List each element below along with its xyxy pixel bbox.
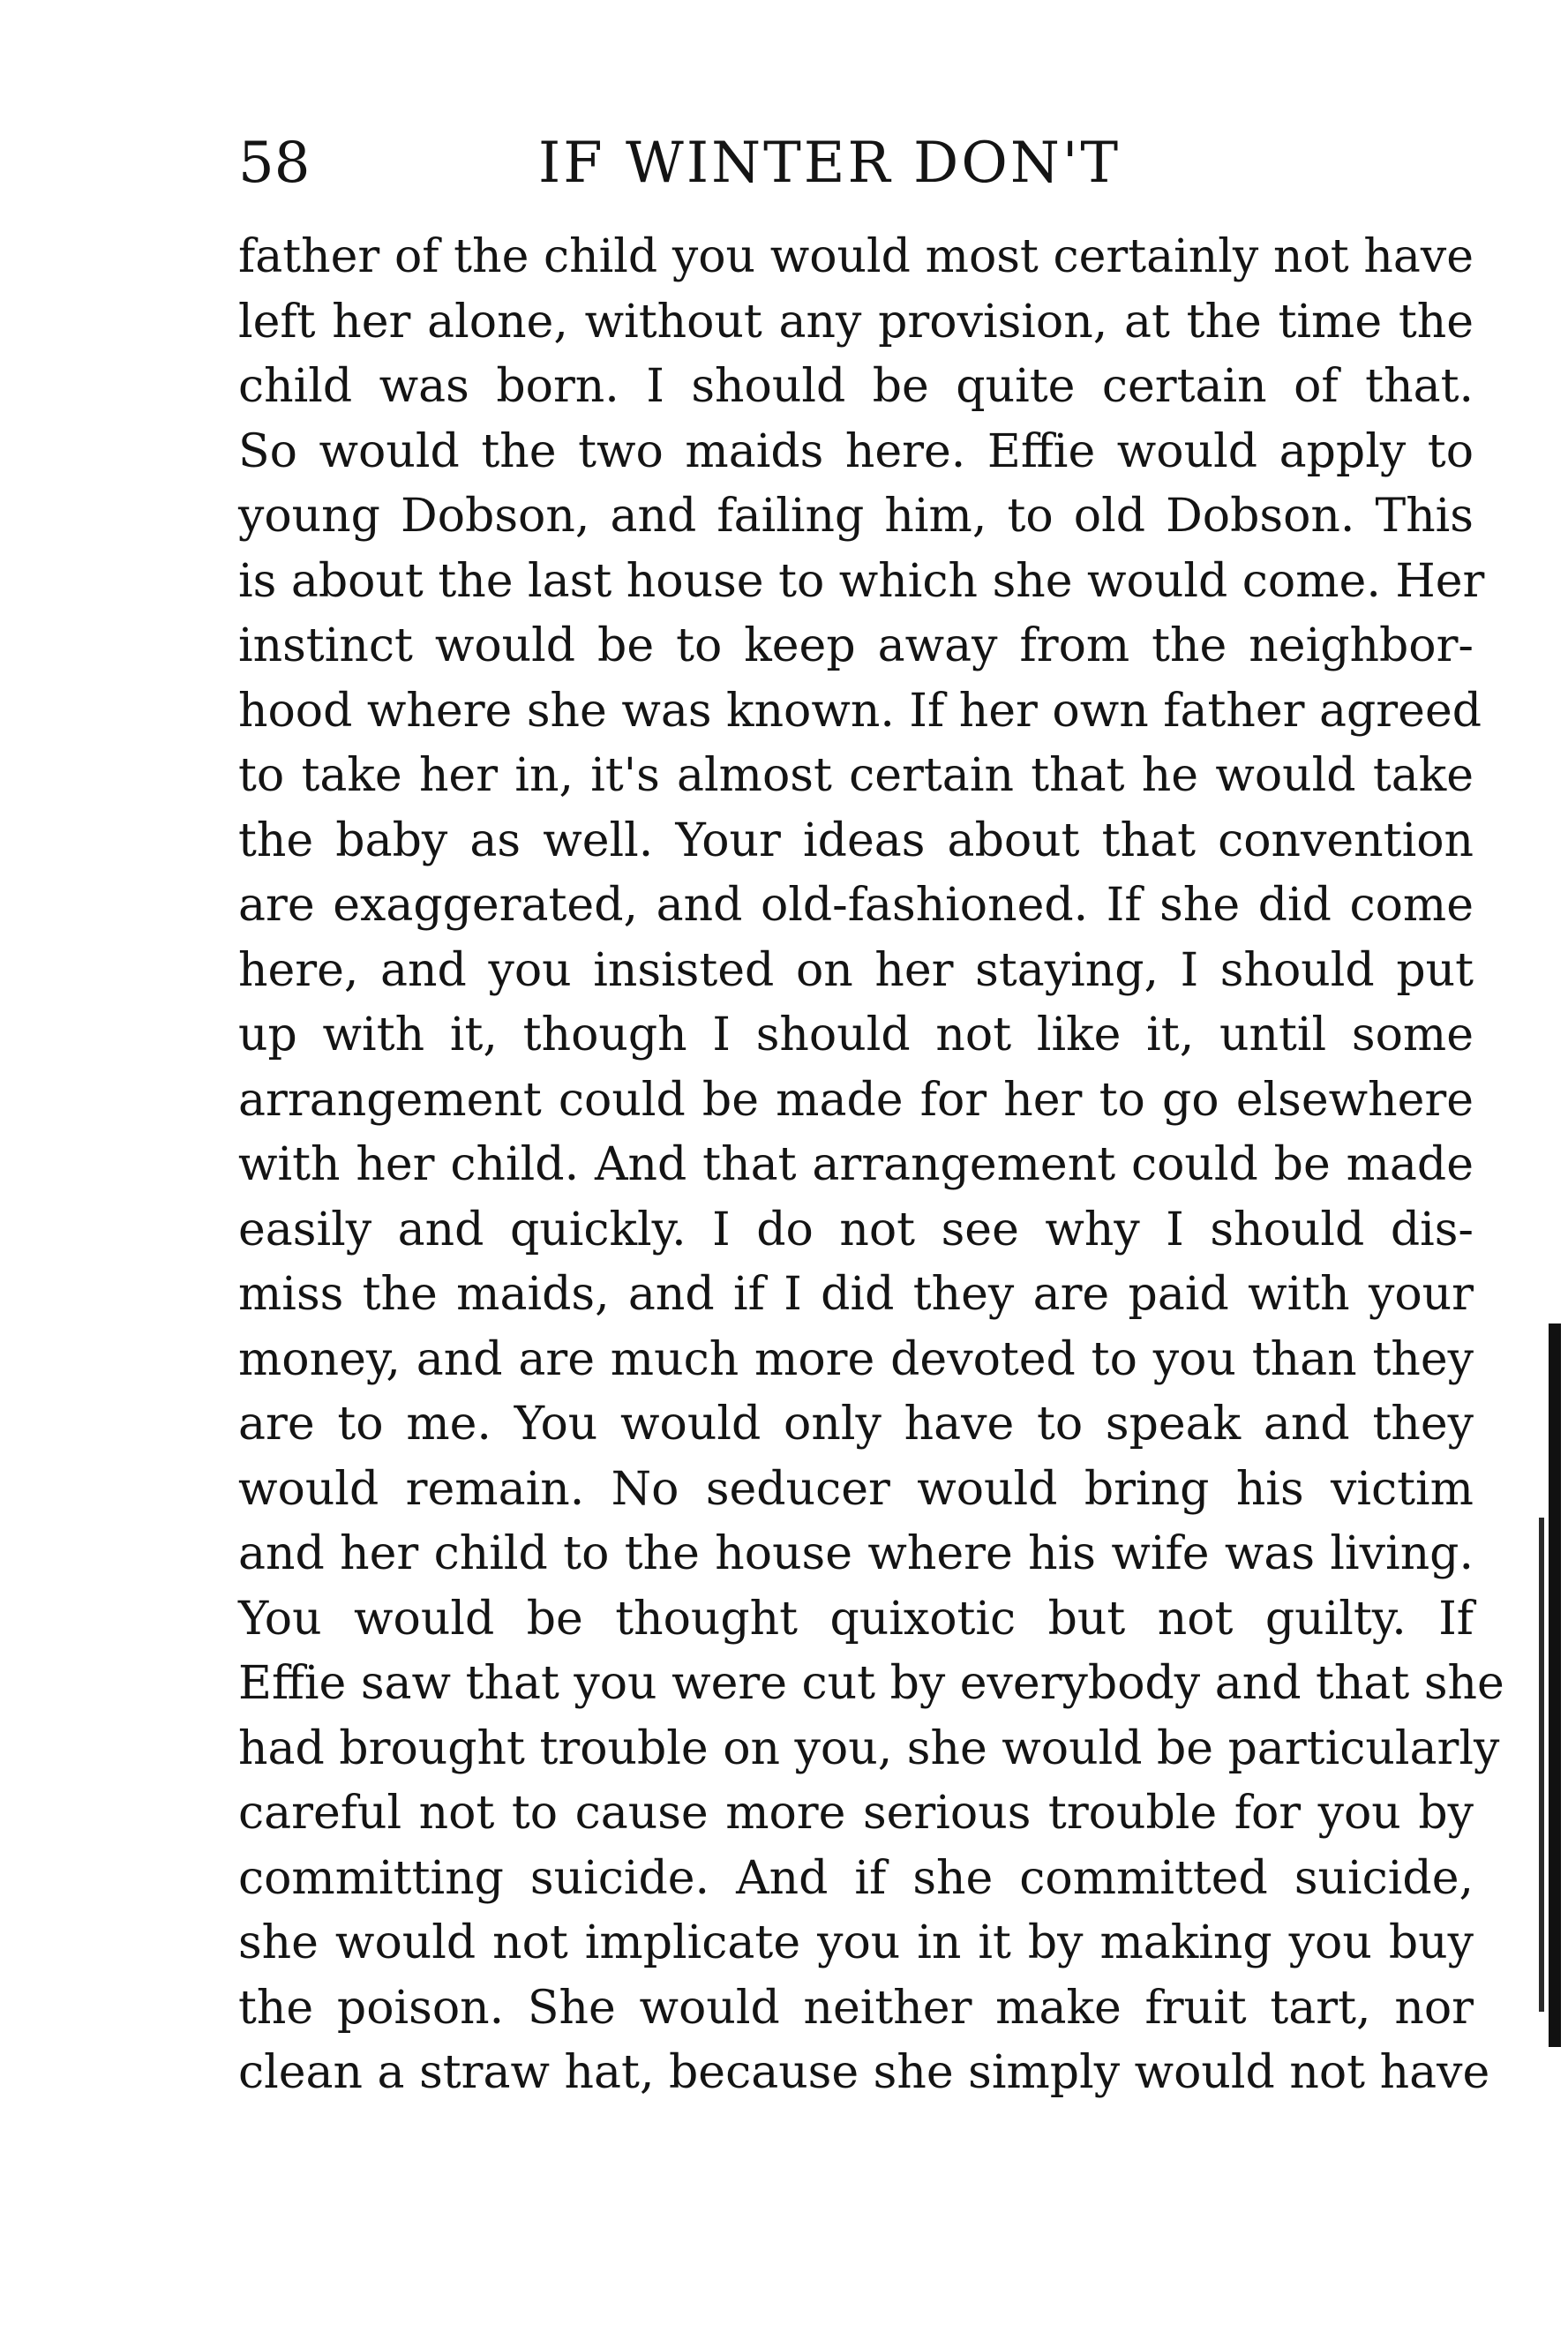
- body-text: [238, 225, 1504, 2106]
- text-line: arrangement could be made for her to go elsewhere: [238, 1073, 1474, 1127]
- text-line: to take her in, it's almost certain that he would take: [238, 749, 1474, 802]
- text-line: is about the last house to which she would come. Her: [238, 554, 1485, 608]
- text-line: careful not to cause more serious trouble for you by: [238, 1787, 1474, 1840]
- text-line: money, and are much more devoted to you than they: [238, 1332, 1474, 1386]
- text-line: up with it, though I should not like it, until some: [238, 1009, 1474, 1061]
- text-line: clean a straw hat, because she simply would not have: [238, 2046, 1490, 2099]
- text-line: the baby as well. Your ideas about that convention: [238, 814, 1474, 867]
- text-line: and her child to the house where his wife was living.: [238, 1527, 1474, 1580]
- binding-shadow: [1549, 1323, 1561, 2047]
- text-line: So would the two maids here. Effie would apply to: [238, 424, 1474, 478]
- text-line: would remain. No seducer would bring his victim: [238, 1462, 1474, 1516]
- text-line: hood where she was known. If her own father agreed: [238, 684, 1482, 738]
- text-line: father of the child you would most certainly not have: [238, 230, 1474, 283]
- page-number: 58: [238, 131, 311, 196]
- text-line: had brought trouble on you, she would be particularly: [238, 1721, 1500, 1775]
- text-line: You would be thought quixotic but not guilty. If: [238, 1592, 1474, 1646]
- text-line: miss the maids, and if I did they are paid with your: [238, 1268, 1474, 1321]
- text-line: are exaggerated, and old-fashioned. If she did come: [238, 879, 1474, 932]
- text-line: child was born. I should be quite certain of that.: [238, 360, 1474, 413]
- text-line: here, and you insisted on her staying, I should put: [238, 943, 1474, 997]
- text-line: instinct would be to keep away from the neighbor-: [238, 619, 1474, 672]
- text-line: young Dobson, and failing him, to old Dobson. This: [238, 490, 1474, 543]
- text-line: the poison. She would neither make fruit tart, nor: [238, 1981, 1474, 2035]
- text-line: committing suicide. And if she committed suicide,: [238, 1851, 1474, 1905]
- text-line: easily and quickly. I do not see why I should dis-: [238, 1203, 1474, 1256]
- text-line: Effie saw that you were cut by everybody and that she: [238, 1657, 1504, 1710]
- text-line: are to me. You would only have to speak and they: [238, 1398, 1474, 1451]
- text-line: left her alone, without any provision, at the time the: [238, 295, 1474, 349]
- running-title: IF WINTER DON'T: [538, 131, 1122, 196]
- page-header: [238, 128, 1474, 199]
- text-line: with her child. And that arrangement could be made: [238, 1138, 1474, 1191]
- text-line: she would not implicate you in it by making you buy: [238, 1916, 1474, 1969]
- binding-shadow-inner: [1539, 1518, 1544, 2012]
